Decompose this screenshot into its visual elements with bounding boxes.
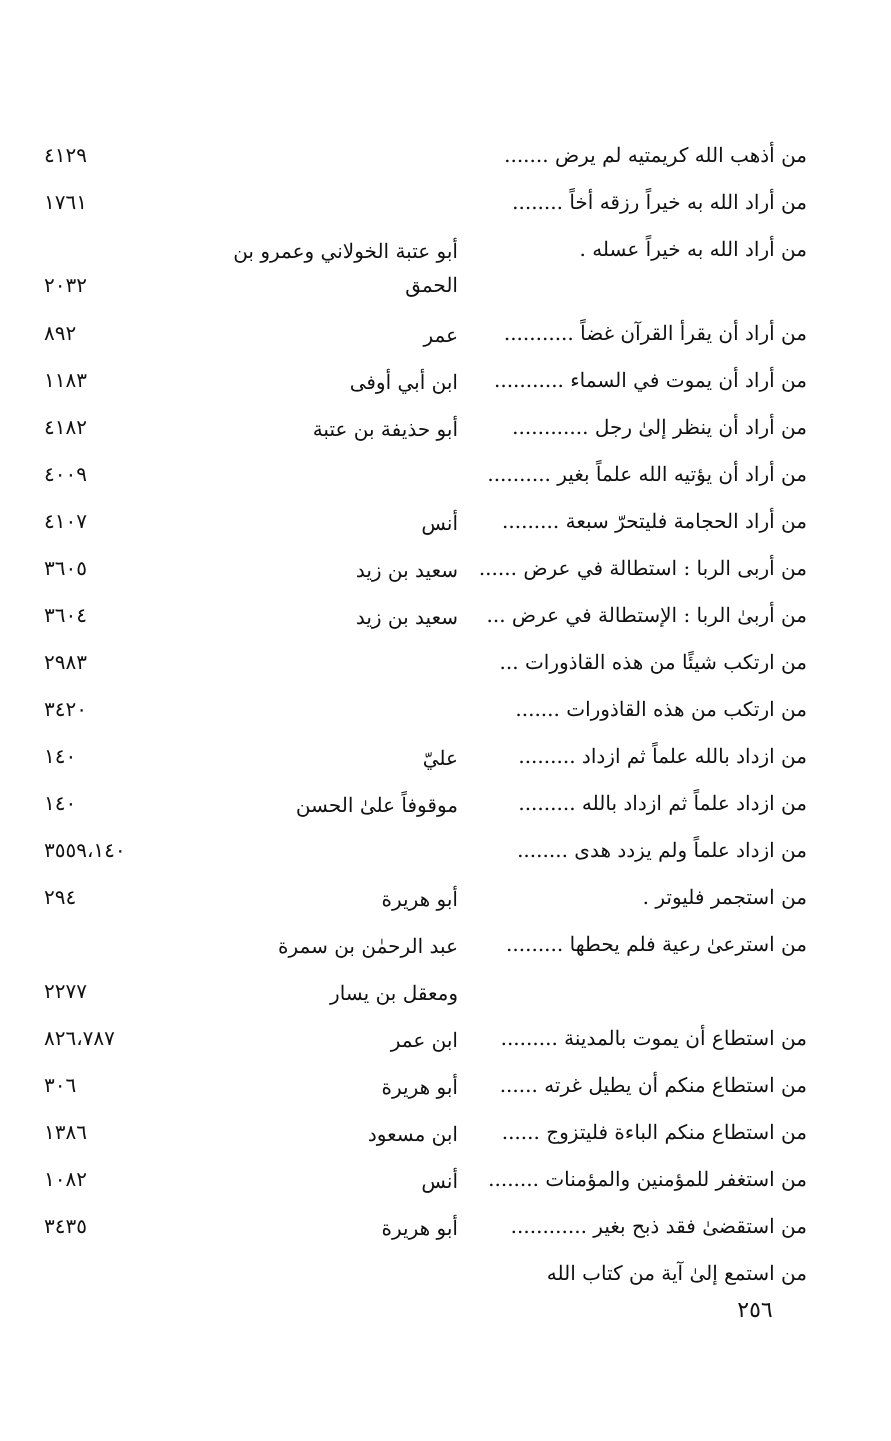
hadith-text: من أراد أن يقرأ القرآن غضاً ...........: [503, 321, 807, 345]
hadith-number: ١٤٠: [44, 791, 77, 815]
hadith-number: ٢٢٧٧: [44, 979, 87, 1003]
narrator-name: أنس: [421, 1169, 458, 1193]
hadith-number: ٢٠٣٢: [44, 273, 87, 297]
narrator-name: ابن مسعود: [367, 1122, 458, 1146]
hadith-text: من أراد الله به خيراً عسله .: [579, 237, 807, 261]
hadith-text: من استقضىٰ فقد ذبح بغير ............: [510, 1214, 807, 1238]
index-entry: [0, 451, 891, 498]
index-entry: [0, 639, 891, 686]
narrator-name: أبو حذيفة بن عتبة: [312, 417, 458, 441]
narrator-name: عمر: [423, 323, 458, 347]
index-entry: [0, 733, 891, 780]
index-entry: [0, 1062, 891, 1109]
narrator-name: أبو هريرة: [381, 1216, 458, 1240]
index-entry: [0, 686, 891, 733]
hadith-number: ٢٩٤: [44, 885, 77, 909]
hadith-number: ١٤٠: [44, 744, 77, 768]
hadith-text: من أراد أن ينظر إلىٰ رجل ............: [512, 415, 807, 439]
narrator-name: ومعقل بن يسار: [330, 981, 458, 1005]
hadith-number: ١١٨٣: [44, 368, 87, 392]
hadith-text: من ازداد علماً ولم يزدد هدى ........: [517, 838, 807, 862]
narrator-name: عبد الرحمٰن بن سمرة: [278, 934, 458, 958]
hadith-number: ٣٤٣٥: [44, 1214, 87, 1238]
index-entry: [0, 226, 891, 310]
narrator-name: سعيد بن زيد: [355, 605, 458, 629]
hadith-text: من استجمر فليوتر .: [642, 885, 807, 909]
hadith-text: من استطاع أن يموت بالمدينة .........: [500, 1026, 807, 1050]
hadith-index-list: [0, 132, 891, 1297]
index-entry: [0, 780, 891, 827]
index-entry-continuation: [0, 968, 891, 1015]
index-entry: [0, 132, 891, 179]
hadith-text: من أراد أن يؤتيه الله علماً بغير ..........: [487, 462, 807, 486]
hadith-number: ١٣٨٦: [44, 1120, 87, 1144]
hadith-text: من ازداد علماً ثم ازداد بالله .........: [518, 791, 807, 815]
hadith-text: من أربى الربا : استطالة في عرض ......: [478, 556, 807, 580]
narrator-name: ابن عمر: [390, 1028, 458, 1052]
index-entry: [0, 874, 891, 921]
narrator-name: عليّ: [422, 746, 458, 770]
hadith-text: من أراد أن يموت في السماء ...........: [493, 368, 807, 392]
hadith-text: من استطاع منكم أن يطيل غرته ......: [499, 1073, 807, 1097]
index-entry: [0, 592, 891, 639]
narrator-name: أنس: [421, 511, 458, 535]
hadith-number: ٤١٠٧: [44, 509, 87, 533]
hadith-text: من ارتكب شيئًا من هذه القاذورات ...: [499, 650, 807, 674]
index-entry: [0, 1203, 891, 1250]
narrator-name: موقوفاً علىٰ الحسن: [295, 793, 458, 817]
hadith-number: ٣٠٦: [44, 1073, 77, 1097]
hadith-number: ٤١٨٢: [44, 415, 87, 439]
hadith-text: من استمع إلىٰ آية من كتاب الله: [546, 1261, 807, 1285]
hadith-text: من ارتكب من هذه القاذورات .......: [515, 697, 807, 721]
narrator-name: سعيد بن زيد: [355, 558, 458, 582]
hadith-text: من أراد الحجامة فليتحرّ سبعة .........: [502, 509, 807, 533]
hadith-number: ٣٦٠٥: [44, 556, 87, 580]
index-entry: [0, 404, 891, 451]
hadith-number: ٣٤٢٠: [44, 697, 87, 721]
index-entry: [0, 357, 891, 404]
narrator-name: ابن أبي أوفى: [349, 370, 458, 394]
hadith-text: من استطاع منكم الباءة فليتزوج ......: [501, 1120, 807, 1144]
narrator-name: أبو هريرة: [381, 887, 458, 911]
page-number: ٢٥٦: [737, 1298, 773, 1323]
hadith-number: ٤١٢٩: [44, 143, 87, 167]
hadith-number: ١٠٨٢: [44, 1167, 87, 1191]
hadith-number: ٨٩٢: [44, 321, 77, 345]
hadith-text: من استغفر للمؤمنين والمؤمنات ........: [488, 1167, 807, 1191]
hadith-text: من استرعىٰ رعية فلم يحطها .........: [506, 932, 807, 956]
index-entry: [0, 498, 891, 545]
narrator-name: أبو هريرة: [381, 1075, 458, 1099]
hadith-text: من أربىٰ الربا : الإستطالة في عرض ...: [486, 603, 807, 627]
hadith-number: ٤٠٠٩: [44, 462, 87, 486]
hadith-number: ١٧٦١: [44, 190, 87, 214]
index-entry: [0, 1156, 891, 1203]
index-entry: [0, 179, 891, 226]
hadith-text: من أراد الله به خيراً رزقه أخاً ........: [512, 190, 807, 214]
hadith-number: ٨٢٦،٧٨٧: [44, 1026, 115, 1050]
index-entry: [0, 1250, 891, 1297]
index-entry: [0, 1109, 891, 1156]
index-entry: [0, 921, 891, 968]
hadith-number: ٣٥٥٩،١٤٠: [44, 838, 126, 862]
hadith-number: ٢٩٨٣: [44, 650, 87, 674]
index-entry: [0, 827, 891, 874]
narrator-name: أبو عتبة الخولاني وعمرو بن الحمق: [233, 239, 458, 297]
hadith-text: من ازداد بالله علماً ثم ازداد .........: [518, 744, 807, 768]
index-entry: [0, 545, 891, 592]
hadith-text: من أذهب الله كريمتيه لم يرض .......: [504, 143, 807, 167]
index-entry: [0, 1015, 891, 1062]
index-entry: [0, 310, 891, 357]
hadith-number: ٣٦٠٤: [44, 603, 87, 627]
